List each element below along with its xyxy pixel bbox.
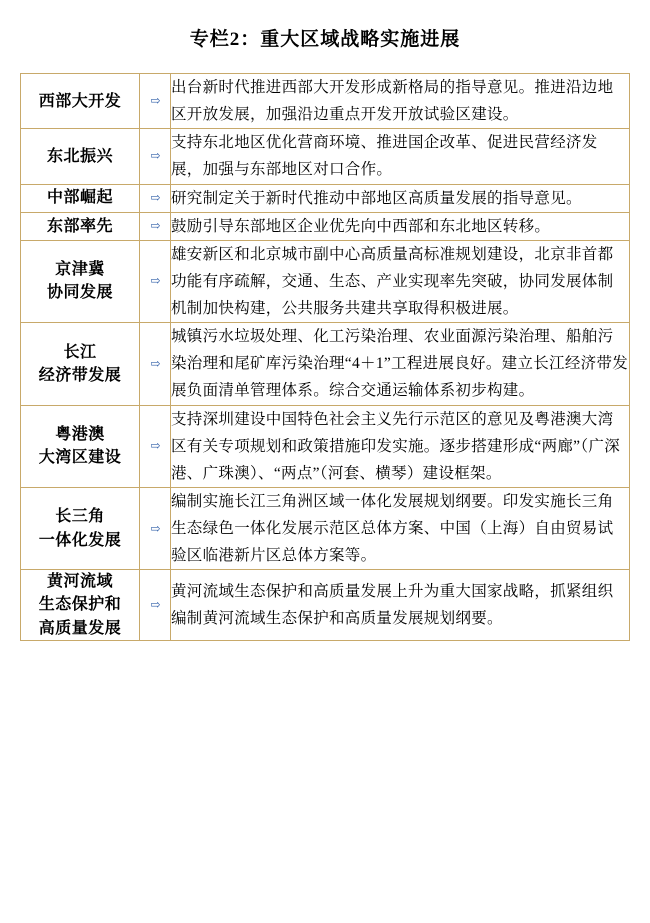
row-label bbox=[21, 323, 140, 405]
table-row bbox=[21, 323, 630, 405]
table-row bbox=[21, 240, 630, 322]
row-label-line: 长三角 bbox=[55, 508, 105, 526]
row-content: 鼓励引导东部地区企业优先向中西部和东北地区转移。 bbox=[171, 212, 630, 240]
row-content: 研究制定关于新时代推动中部地区高质量发展的指导意见。 bbox=[171, 184, 630, 212]
row-marker bbox=[140, 74, 171, 129]
row-content: 城镇污水垃圾处理、化工污染治理、农业面源污染治理、船舶污染治理和尾矿库污染治理“4＋1”工程进展良好。建立长江经济带发展负面清单管理体系。综合交通运输体系初步构建。 bbox=[171, 323, 630, 405]
row-content: 支持东北地区优化营商环境、推进国企改革、促进民营经济发展，加强与东部地区对口合作。 bbox=[171, 129, 630, 184]
table-row bbox=[21, 129, 630, 184]
row-label-line: 东部率先 bbox=[46, 217, 113, 235]
table-row bbox=[21, 570, 630, 641]
strategy-progress-table bbox=[20, 73, 630, 641]
row-label-line: 一体化发展 bbox=[38, 531, 122, 549]
row-label-line: 长江 bbox=[63, 343, 97, 361]
table-row bbox=[21, 184, 630, 212]
table-row bbox=[21, 74, 630, 129]
row-label bbox=[21, 184, 140, 212]
page-title: 专栏2：重大区域战略实施进展 bbox=[189, 29, 461, 50]
row-label bbox=[21, 212, 140, 240]
diamond-arrow-bullet-icon: ⇨ bbox=[150, 148, 160, 164]
row-marker bbox=[140, 323, 171, 405]
row-content: 编制实施长江三角洲区域一体化发展规划纲要。印发实施长三角生态绿色一体化发展示范区总体方案、中国（上海）自由贸易试验区临港新片区总体方案等。 bbox=[171, 487, 630, 569]
row-label-line: 京津冀 bbox=[55, 261, 105, 279]
diamond-arrow-bullet-icon: ⇨ bbox=[150, 273, 160, 289]
row-label bbox=[21, 129, 140, 184]
table-row bbox=[21, 487, 630, 569]
row-marker bbox=[140, 487, 171, 569]
diamond-arrow-bullet-icon: ⇨ bbox=[150, 218, 160, 234]
diamond-arrow-bullet-icon: ⇨ bbox=[150, 597, 160, 613]
row-label-line: 粤港澳 bbox=[55, 426, 105, 443]
row-marker bbox=[140, 212, 171, 240]
row-label-line: 中部崛起 bbox=[46, 189, 113, 207]
row-label-line: 高质量发展 bbox=[38, 619, 122, 637]
diamond-arrow-bullet-icon: ⇨ bbox=[150, 190, 160, 206]
diamond-arrow-bullet-icon: ⇨ bbox=[150, 93, 160, 109]
row-content: 支持深圳建设中国特色社会主义先行示范区的意见及粤港澳大湾区有关专项规划和政策措施印发实施。逐步搭建形成“两廊”（广深港、广珠澳）、“两点”（河套、横琴）建设框架。 bbox=[171, 405, 630, 487]
document-page bbox=[0, 24, 650, 923]
row-label-line: 经济带发展 bbox=[38, 366, 122, 384]
table-row bbox=[21, 212, 630, 240]
row-label-line: 西部大开发 bbox=[38, 92, 122, 110]
table-body bbox=[21, 74, 630, 641]
row-label bbox=[21, 405, 140, 487]
row-label-line: 大湾区建设 bbox=[38, 449, 122, 467]
row-marker bbox=[140, 184, 171, 212]
row-marker bbox=[140, 129, 171, 184]
row-label bbox=[21, 74, 140, 129]
row-content: 雄安新区和北京城市副中心高质量高标准规划建设，北京非首都功能有序疏解，交通、生态、产业实现率先突破，协同发展体制机制加快构建，公共服务共建共享取得积极进展。 bbox=[171, 240, 630, 322]
row-label bbox=[21, 570, 140, 641]
row-label bbox=[21, 240, 140, 322]
table-row bbox=[21, 405, 630, 487]
row-content: 出台新时代推进西部大开发形成新格局的指导意见。推进沿边地区开放发展，加强沿边重点开发开放试验区建设。 bbox=[171, 74, 630, 129]
row-label bbox=[21, 487, 140, 569]
row-label-line: 东北振兴 bbox=[46, 147, 113, 165]
row-marker bbox=[140, 570, 171, 641]
diamond-arrow-bullet-icon: ⇨ bbox=[150, 438, 160, 454]
row-marker bbox=[140, 405, 171, 487]
diamond-arrow-bullet-icon: ⇨ bbox=[150, 355, 160, 371]
row-label-line: 协同发展 bbox=[46, 284, 113, 302]
row-content: 黄河流域生态保护和高质量发展上升为重大国家战略，抓紧组织编制黄河流域生态保护和高质量发展规划纲要。 bbox=[171, 570, 630, 641]
row-marker bbox=[140, 240, 171, 322]
row-label-line: 生态保护和 bbox=[38, 596, 122, 614]
diamond-arrow-bullet-icon: ⇨ bbox=[150, 520, 160, 536]
row-label-line: 黄河流域 bbox=[46, 573, 113, 591]
